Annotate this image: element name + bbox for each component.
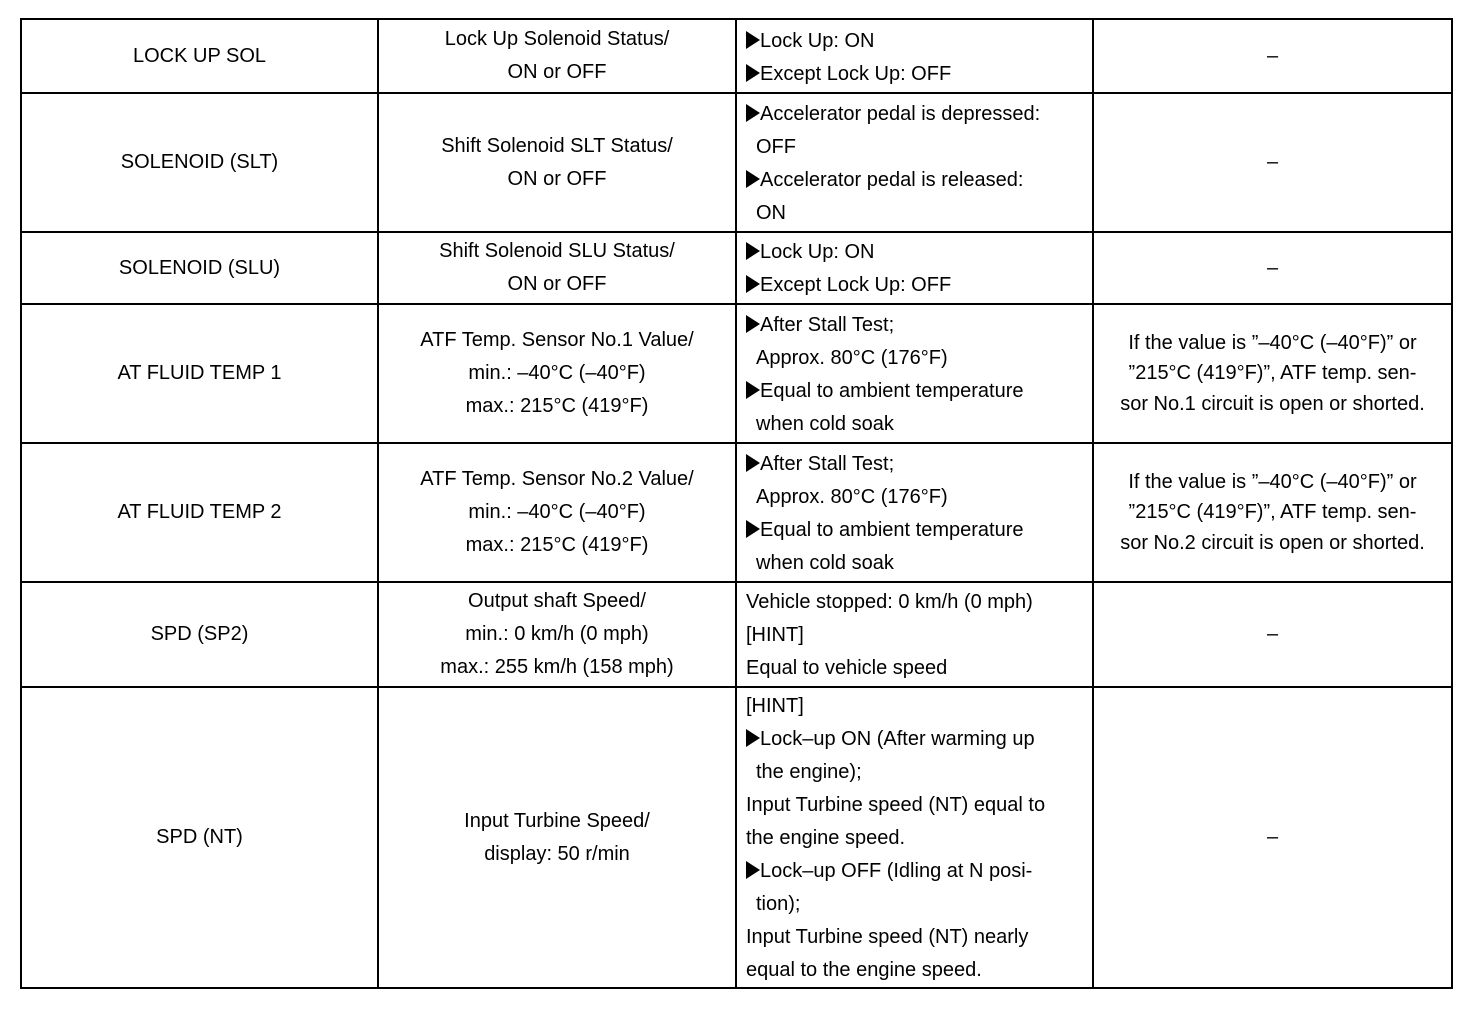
diagnostic-note-line: If the value is ”–40°C (–40°F)” or — [1128, 331, 1417, 354]
condition-line — [746, 954, 1092, 987]
triangle-bullet-icon — [746, 104, 760, 122]
diagnostic-note-cell — [1093, 19, 1452, 93]
diagnostic-note-line: ”215°C (419°F)”, ATF temp. sen- — [1128, 362, 1417, 385]
triangle-bullet-icon — [746, 520, 760, 538]
condition-line — [746, 58, 1092, 91]
table-row — [21, 443, 1452, 582]
normal-condition-cell — [736, 443, 1093, 582]
condition-line — [746, 888, 1092, 921]
item-name-cell — [21, 582, 378, 687]
table-row — [21, 687, 1452, 988]
measurement-cell — [378, 582, 736, 687]
item-name: AT FLUID TEMP 2 — [117, 501, 282, 523]
table-row — [21, 582, 1452, 687]
condition-text: Lock Up: ON — [760, 30, 875, 52]
diagnostic-note-cell — [1093, 93, 1452, 232]
measurement-line: min.: 0 km/h (0 mph) — [465, 623, 649, 645]
condition-line — [746, 723, 1092, 756]
condition-text: Lock–up ON (After warming up — [760, 728, 1035, 750]
condition-line — [746, 25, 1092, 58]
measurement-line: display: 50 r/min — [484, 842, 630, 865]
item-name-cell — [21, 93, 378, 232]
condition-text: Approx. 80°C (176°F) — [756, 346, 948, 369]
condition-line — [746, 822, 1092, 855]
diagnostic-note-line: – — [1266, 256, 1279, 279]
condition-text: when cold soak — [756, 412, 894, 435]
triangle-bullet-icon — [746, 315, 760, 333]
diagnostic-note-line: ”215°C (419°F)”, ATF temp. sen- — [1128, 501, 1417, 524]
condition-line — [746, 481, 1092, 514]
condition-text: Input Turbine speed (NT) equal to — [746, 794, 1046, 816]
condition-text: when cold soak — [756, 551, 894, 574]
condition-line — [746, 855, 1092, 888]
condition-text: OFF — [756, 135, 796, 158]
condition-line — [746, 269, 1092, 302]
item-name: AT FLUID TEMP 1 — [117, 362, 282, 384]
diagnostic-note-cell — [1093, 443, 1452, 582]
measurement-line: ON or OFF — [507, 167, 607, 190]
table-row — [21, 304, 1452, 443]
diagnostic-note-line: If the value is ”–40°C (–40°F)” or — [1128, 470, 1417, 493]
normal-condition-cell — [736, 93, 1093, 232]
condition-text: [HINT] — [746, 624, 804, 646]
diagnostic-note-line: – — [1266, 151, 1279, 173]
condition-line — [746, 197, 1092, 230]
measurement-cell — [378, 687, 736, 988]
condition-line — [746, 514, 1092, 547]
normal-condition-cell — [736, 687, 1093, 988]
diagnostic-note-cell — [1093, 232, 1452, 304]
condition-text: Except Lock Up: OFF — [760, 274, 952, 296]
condition-text: ON — [756, 201, 786, 224]
measurement-line: Output shaft Speed/ — [468, 590, 646, 612]
measurement-line: ON or OFF — [507, 273, 607, 295]
measurement-line: min.: –40°C (–40°F) — [468, 501, 646, 523]
condition-text: Equal to ambient temperature — [760, 379, 1024, 402]
triangle-bullet-icon — [746, 275, 760, 293]
condition-line — [746, 586, 1092, 619]
measurement-line: Input Turbine Speed/ — [464, 809, 650, 832]
item-name: LOCK UP SOL — [132, 44, 267, 67]
measurement-line: max.: 215°C (419°F) — [465, 534, 649, 556]
triangle-bullet-icon — [746, 381, 760, 399]
condition-line — [746, 789, 1092, 822]
item-name: SPD (NT) — [156, 826, 243, 848]
measurement-line: Shift Solenoid SLU Status/ — [439, 240, 675, 262]
condition-text: Vehicle stopped: 0 km/h (0 mph) — [746, 591, 1033, 613]
condition-line — [746, 619, 1092, 652]
normal-condition-cell — [736, 19, 1093, 93]
diagnostic-data-table — [20, 18, 1453, 989]
condition-text: Except Lock Up: OFF — [760, 63, 952, 85]
diagnostic-note-cell — [1093, 687, 1452, 988]
table-body — [21, 19, 1452, 988]
condition-line — [746, 98, 1092, 131]
condition-text: Accelerator pedal is released: — [760, 168, 1024, 191]
triangle-bullet-icon — [746, 729, 760, 747]
condition-line — [746, 690, 1092, 723]
measurement-line: ATF Temp. Sensor No.1 Value/ — [420, 329, 694, 351]
table-row — [21, 93, 1452, 232]
measurement-cell — [378, 19, 736, 93]
measurement-cell — [378, 232, 736, 304]
condition-line — [746, 547, 1092, 580]
diagnostic-note-cell — [1093, 582, 1452, 687]
condition-line — [746, 131, 1092, 164]
item-name: SOLENOID (SLU) — [118, 256, 281, 279]
condition-line — [746, 236, 1092, 269]
triangle-bullet-icon — [746, 454, 760, 472]
condition-text: the engine); — [756, 761, 862, 783]
condition-text: [HINT] — [746, 695, 804, 717]
item-name-cell — [21, 232, 378, 304]
condition-line — [746, 756, 1092, 789]
condition-line — [746, 652, 1092, 685]
condition-line — [746, 342, 1092, 375]
measurement-cell — [378, 93, 736, 232]
item-name-cell — [21, 687, 378, 988]
condition-line — [746, 448, 1092, 481]
item-name-cell — [21, 19, 378, 93]
measurement-line: ON or OFF — [507, 61, 607, 83]
triangle-bullet-icon — [746, 31, 760, 49]
measurement-line: ATF Temp. Sensor No.2 Value/ — [420, 468, 694, 490]
condition-line — [746, 408, 1092, 441]
condition-text: Input Turbine speed (NT) nearly — [746, 926, 1029, 948]
condition-text: After Stall Test; — [760, 313, 895, 336]
measurement-line: max.: 255 km/h (158 mph) — [440, 656, 674, 678]
condition-line — [746, 309, 1092, 342]
condition-text: Lock–up OFF (Idling at N posi- — [760, 860, 1033, 882]
diagnostic-note-line: – — [1266, 44, 1279, 67]
diagnostic-note-line: sor No.1 circuit is open or shorted. — [1120, 392, 1425, 415]
condition-text: After Stall Test; — [760, 452, 895, 475]
table-row — [21, 19, 1452, 93]
normal-condition-cell — [736, 304, 1093, 443]
item-name: SPD (SP2) — [150, 623, 249, 645]
condition-line — [746, 921, 1092, 954]
item-name-cell — [21, 443, 378, 582]
diagnostic-note-line: – — [1266, 826, 1279, 848]
measurement-line: max.: 215°C (419°F) — [465, 395, 649, 417]
condition-text: tion); — [756, 893, 801, 915]
triangle-bullet-icon — [746, 170, 760, 188]
condition-line — [746, 375, 1092, 408]
diagnostic-note-line: sor No.2 circuit is open or shorted. — [1120, 531, 1425, 554]
item-name-cell — [21, 304, 378, 443]
measurement-line: Shift Solenoid SLT Status/ — [441, 134, 673, 157]
condition-text: Lock Up: ON — [760, 241, 875, 263]
measurement-cell — [378, 443, 736, 582]
diagnostic-note-cell — [1093, 304, 1452, 443]
triangle-bullet-icon — [746, 242, 760, 260]
triangle-bullet-icon — [746, 64, 760, 82]
condition-text: the engine speed. — [746, 827, 906, 849]
normal-condition-cell — [736, 582, 1093, 687]
normal-condition-cell — [736, 232, 1093, 304]
condition-text: equal to the engine speed. — [746, 959, 982, 981]
condition-text: Approx. 80°C (176°F) — [756, 485, 948, 508]
table-row — [21, 232, 1452, 304]
condition-line — [746, 164, 1092, 197]
measurement-line: Lock Up Solenoid Status/ — [444, 28, 670, 50]
condition-text: Equal to vehicle speed — [746, 657, 948, 679]
measurement-cell — [378, 304, 736, 443]
triangle-bullet-icon — [746, 861, 760, 879]
diagnostic-note-line: – — [1266, 623, 1279, 645]
item-name: SOLENOID (SLT) — [120, 151, 279, 173]
measurement-line: min.: –40°C (–40°F) — [468, 362, 646, 384]
condition-text: Accelerator pedal is depressed: — [760, 102, 1041, 125]
condition-text: Equal to ambient temperature — [760, 518, 1024, 541]
